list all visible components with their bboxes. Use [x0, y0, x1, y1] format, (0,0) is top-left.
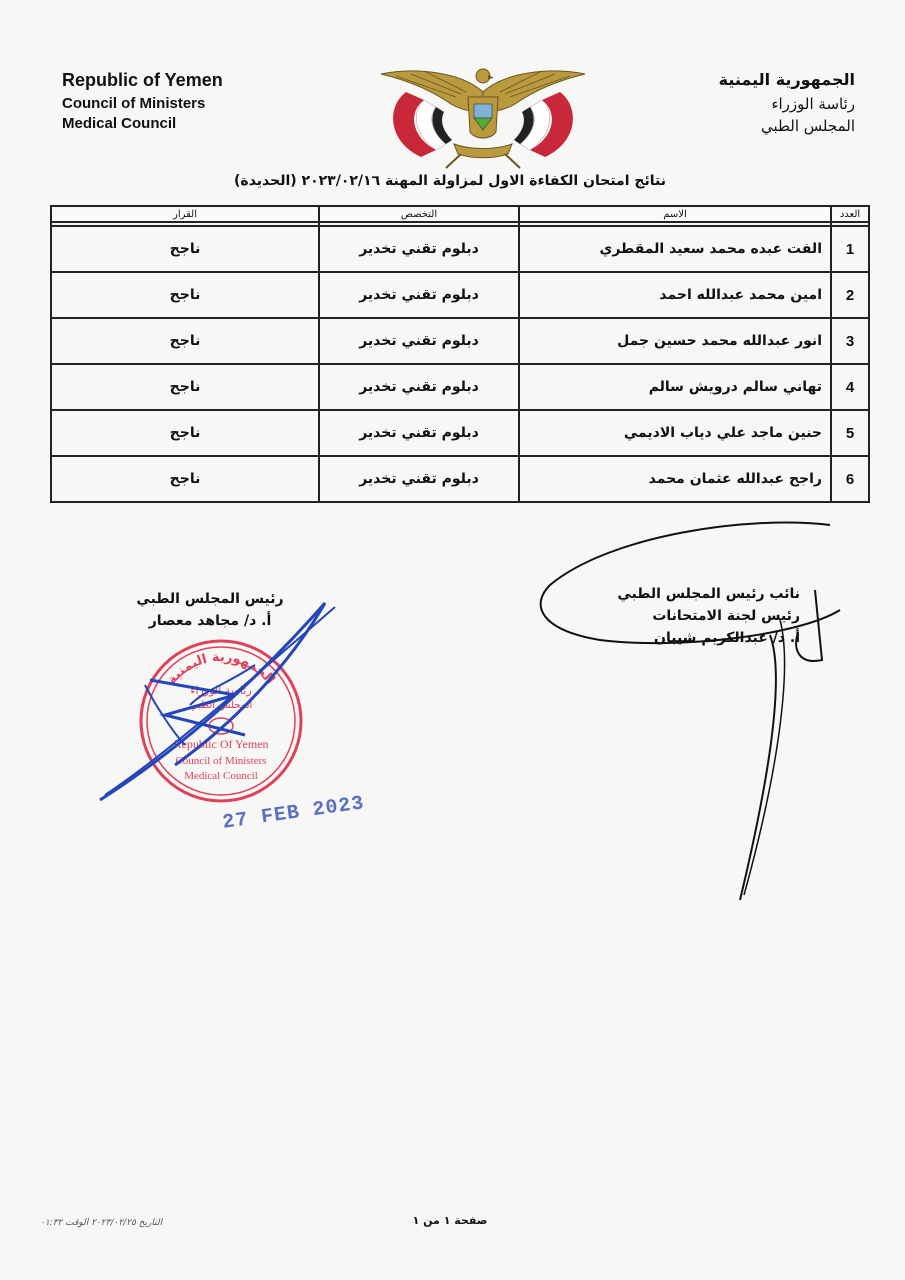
header-ar-republic: الجمهورية اليمنية [718, 70, 855, 89]
row-specialty: دبلوم تقني تخدير [319, 272, 519, 318]
handwritten-signature-right-icon [530, 515, 860, 905]
page-number: صفحة ١ من ١ [412, 1214, 488, 1227]
header-english [62, 70, 223, 135]
row-name: انور عبدالله محمد حسين جمل [519, 318, 831, 364]
row-number: 4 [831, 364, 869, 410]
row-specialty: دبلوم تقني تخدير [319, 318, 519, 364]
stamp-en-3: Medical Council [184, 770, 258, 782]
row-name: حنين ماجد علي دياب الاديمي [519, 410, 831, 456]
header-en-medical: Medical Council [62, 115, 177, 132]
table-row [51, 226, 869, 272]
column-header-result: القرار [51, 206, 319, 222]
vice-president-name: أ. د/ عبدالكريم شيبان [654, 630, 800, 646]
header-ar-medical: المجلس الطبي [760, 117, 855, 135]
yemen-emblem-icon [376, 62, 590, 170]
stamp-ar-low: المجلس الطبي [189, 700, 253, 711]
date-stamp: 27 FEB 2023 [221, 792, 366, 835]
row-specialty: دبلوم تقني تخدير [319, 364, 519, 410]
row-number: 1 [831, 226, 869, 272]
table-header-row [51, 206, 869, 222]
row-result: ناجح [51, 318, 319, 364]
row-result: ناجح [51, 364, 319, 410]
exam-committee-title: رئيس لجنة الامتحانات [652, 608, 800, 624]
stamp-en-1: Republic Of Yemen [173, 737, 269, 751]
row-name: الفت عبده محمد سعيد المقطري [519, 226, 831, 272]
column-header-spec: التخصص [319, 206, 519, 222]
header-en-council: Council of Ministers [62, 95, 206, 112]
column-header-num: العدد [831, 206, 869, 222]
row-number: 3 [831, 318, 869, 364]
president-title: رئيس المجلس الطبي [136, 591, 284, 607]
row-result: ناجح [51, 226, 319, 272]
stamp-ar-mid: رئاسة الوزراء [190, 684, 252, 697]
table-row [51, 364, 869, 410]
row-result: ناجح [51, 410, 319, 456]
row-number: 2 [831, 272, 869, 318]
table-row [51, 410, 869, 456]
row-name: امين محمد عبدالله احمد [519, 272, 831, 318]
header-en-republic: Republic of Yemen [62, 70, 223, 90]
row-number: 5 [831, 410, 869, 456]
column-header-name: الاسم [519, 206, 831, 222]
table-row [51, 272, 869, 318]
row-specialty: دبلوم تقني تخدير [319, 226, 519, 272]
header-ar-council: رئاسة الوزراء [771, 95, 855, 113]
row-name: تهاني سالم درويش سالم [519, 364, 831, 410]
header-arabic [719, 70, 855, 139]
print-timestamp: التاريخ ٢٠٢٣/٠٢/٢٥ الوقت ٠١:٣٢ [40, 1218, 163, 1228]
row-number: 6 [831, 456, 869, 502]
stamp-en-2: Council of Ministers [175, 755, 267, 767]
document-title: نتائج امتحان الكفاءة الاول لمزاولة المهنة ٢٠٢٣/٠٢/١٦ (الحديدة) [234, 173, 666, 189]
row-specialty: دبلوم تقني تخدير [319, 456, 519, 502]
row-result: ناجح [51, 456, 319, 502]
results-table [50, 205, 870, 503]
table-row [51, 318, 869, 364]
row-name: راجح عبدالله عثمان محمد [519, 456, 831, 502]
row-specialty: دبلوم تقني تخدير [319, 410, 519, 456]
vice-president-title: نائب رئيس المجلس الطبي [617, 586, 800, 602]
stamp-ar-top: الجمهورية اليمنية [164, 649, 278, 688]
handwritten-signature-left-icon [95, 595, 345, 810]
table-row [51, 456, 869, 502]
president-name: أ. د/ مجاهد معصار [148, 613, 272, 629]
row-result: ناجح [51, 272, 319, 318]
